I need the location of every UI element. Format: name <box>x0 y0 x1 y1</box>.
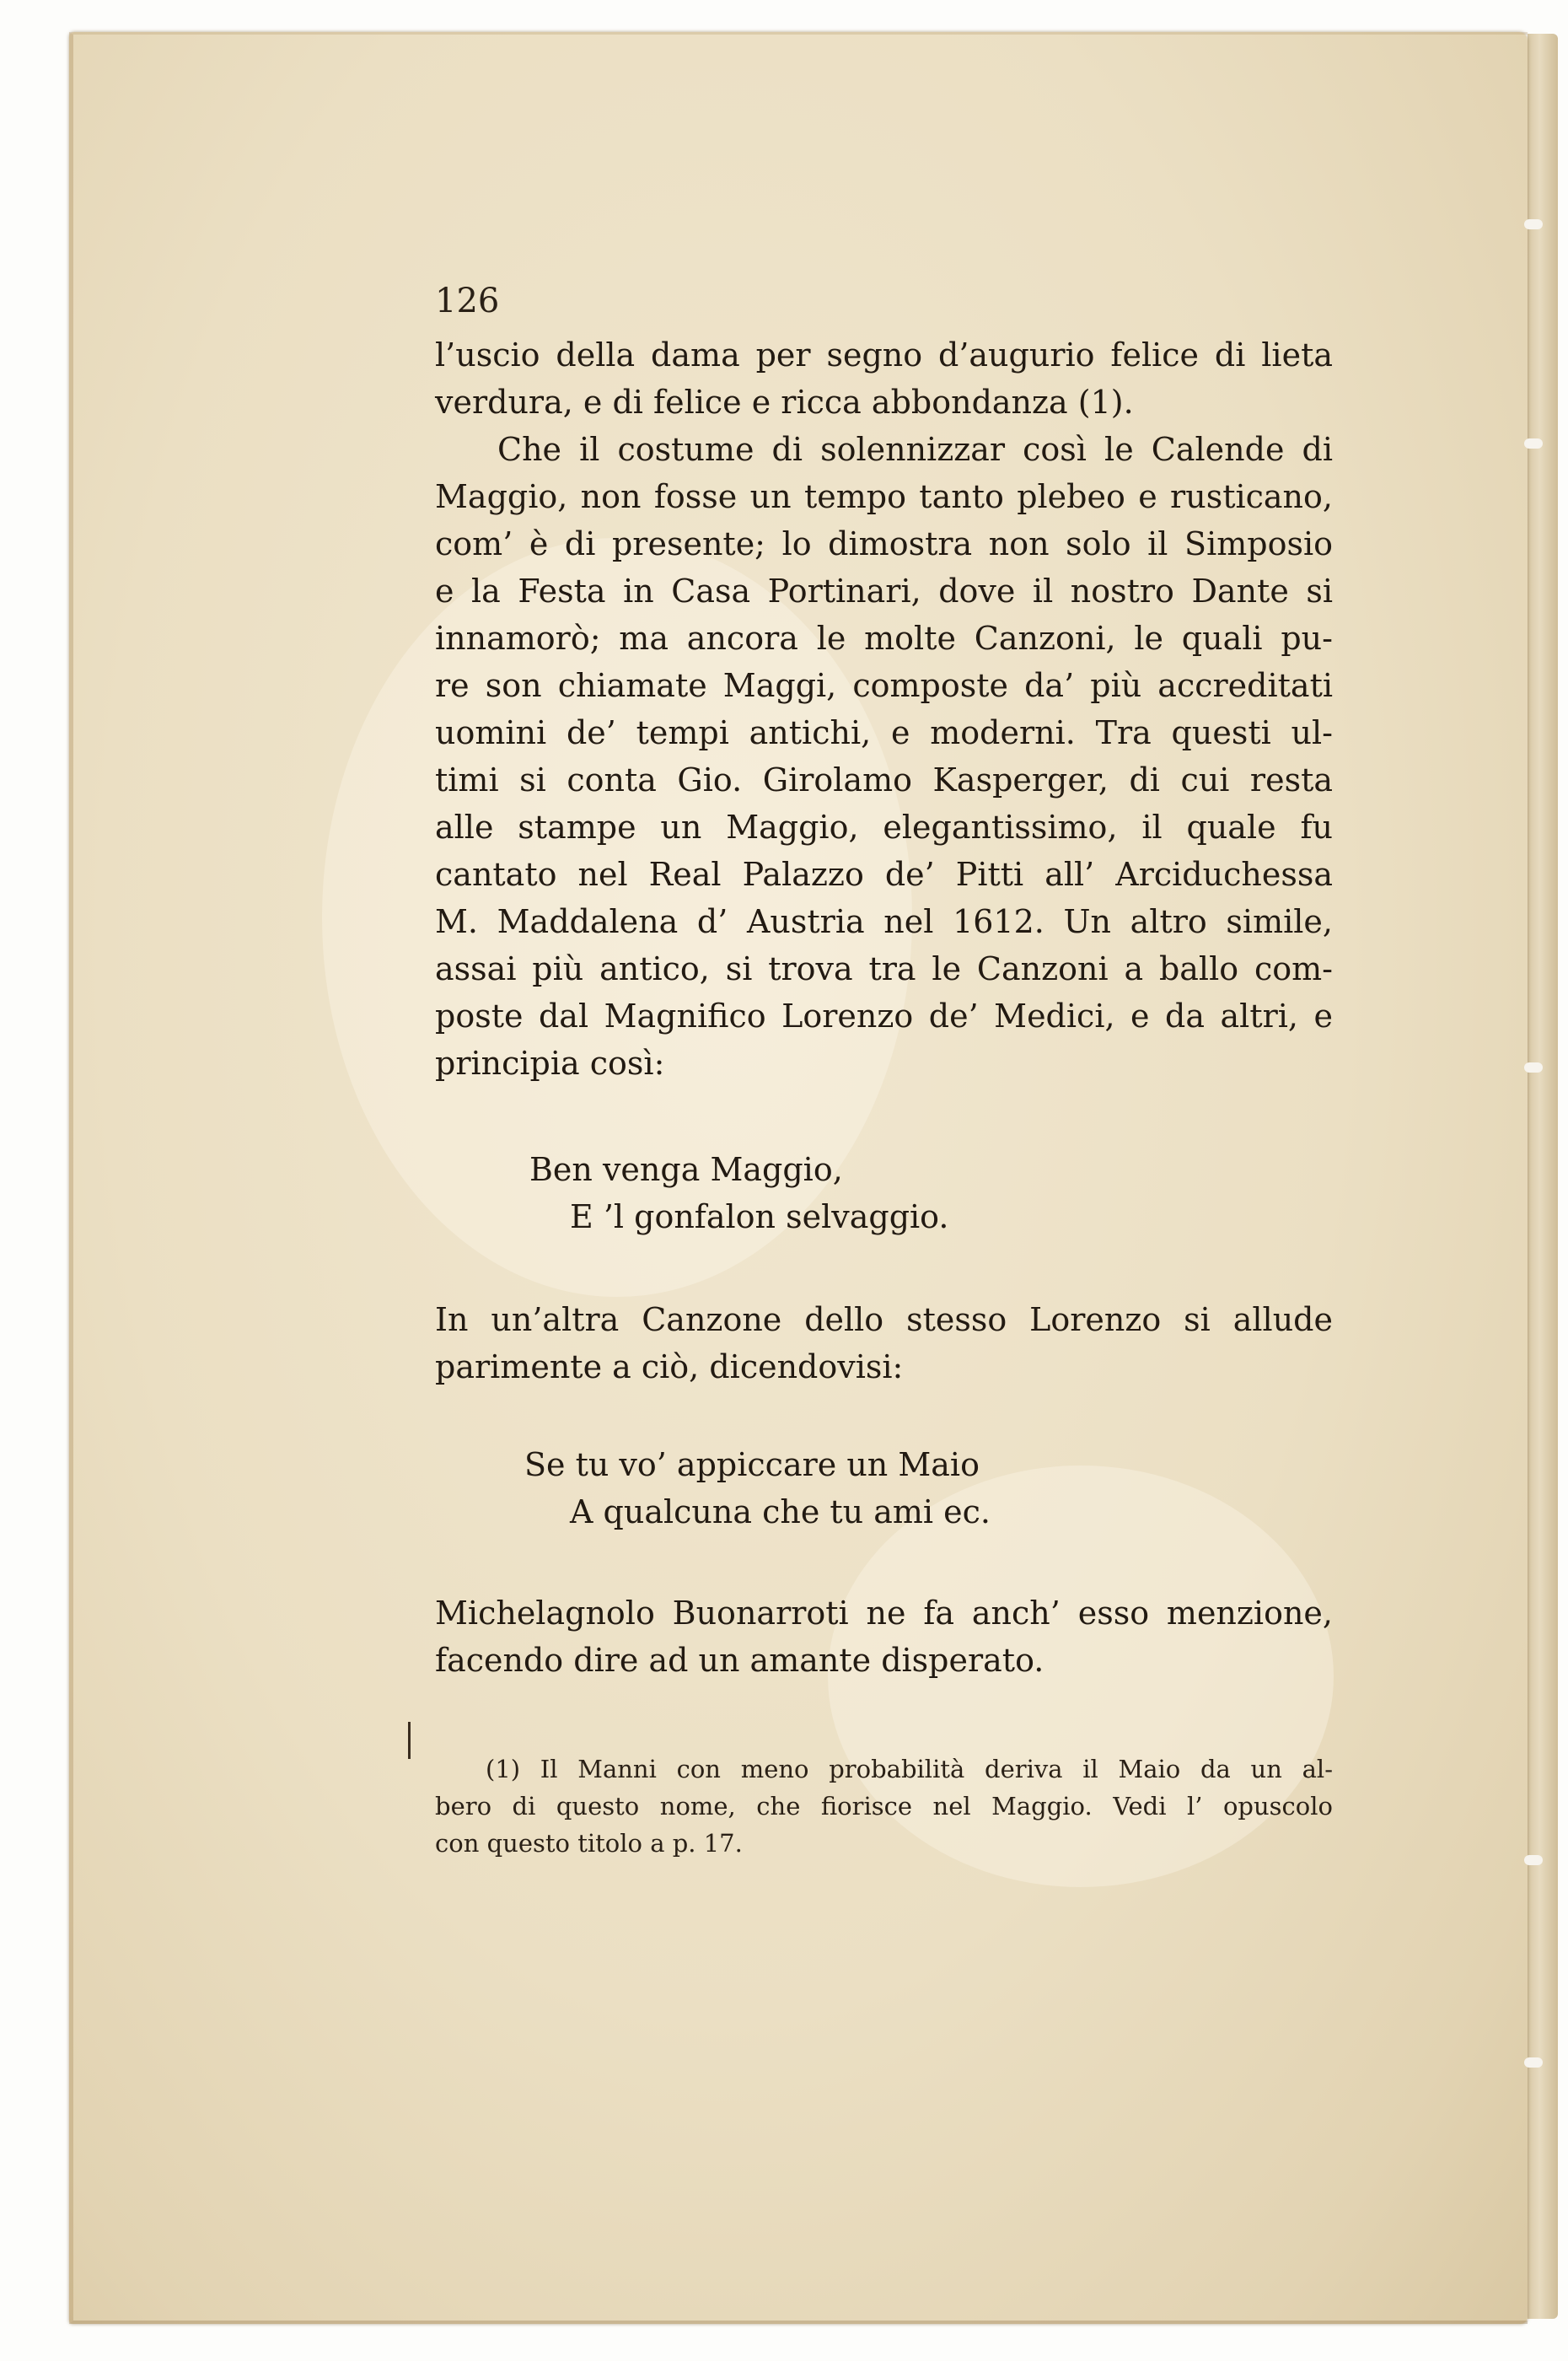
body-line: Maggio, non fosse un tempo tanto plebeo e rusticano, <box>435 478 1333 515</box>
body-line: principia così: <box>435 1045 665 1082</box>
body-line: com’ è di presente; lo dimostra non solo il Simposio <box>435 525 1333 562</box>
verse-line: Se tu vo’ appiccare un Maio <box>524 1446 980 1483</box>
body-line: In un’altra Canzone dello stesso Lorenzo si allude <box>435 1301 1333 1338</box>
footnote-line: bero di questo nome, che fiorisce nel Maggio. Vedi l’ opuscolo <box>435 1792 1333 1820</box>
footnote-line: con questo titolo a p. 17. <box>435 1829 743 1858</box>
body-line: Michelagnolo Buonarroti ne fa anch’ esso menzione, <box>435 1595 1333 1632</box>
verse-line: Ben venga Maggio, <box>529 1151 843 1188</box>
body-line: alle stampe un Maggio, elegantissimo, il quale fu <box>435 809 1333 846</box>
body-line: verdura, e di felice e ricca abbondanza (1). <box>435 384 1134 421</box>
body-line: e la Festa in Casa Portinari, dove il nostro Dante si <box>435 573 1333 610</box>
binding-hole <box>1524 1855 1543 1865</box>
binding-hole <box>1524 2057 1543 2068</box>
page-number: 126 <box>435 282 500 320</box>
binding-hole <box>1524 438 1543 449</box>
body-line: l’uscio della dama per segno d’augurio felice di lieta <box>435 336 1333 374</box>
body-line: timi si conta Gio. Girolamo Kasperger, di cui resta <box>435 761 1333 799</box>
footnote-line: (1) Il Manni con meno probabilità deriva il Maio da un al- <box>486 1755 1333 1783</box>
body-line: facendo dire ad un amante disperato. <box>435 1642 1044 1679</box>
binding-hole <box>1524 219 1543 229</box>
margin-mark <box>408 1722 411 1759</box>
body-line: innamorò; ma ancora le molte Canzoni, le quali pu- <box>435 620 1333 657</box>
body-line: parimente a ciò, dicendovisi: <box>435 1348 904 1385</box>
verse-line: E ’l gonfalon selvaggio. <box>570 1198 949 1235</box>
body-line: Che il costume di solennizzar così le Calende di <box>497 431 1333 468</box>
body-line: assai più antico, si trova tra le Canzoni a ballo com- <box>435 950 1333 987</box>
binding-hole <box>1524 1062 1543 1073</box>
body-line: uomini de’ tempi antichi, e moderni. Tra questi ul- <box>435 714 1333 751</box>
body-line: cantato nel Real Palazzo de’ Pitti all’ Arciduchessa <box>435 856 1333 893</box>
body-line: M. Maddalena d’ Austria nel 1612. Un altro simile, <box>435 903 1333 940</box>
body-line: poste dal Magnifico Lorenzo de’ Medici, e da altri, e <box>435 998 1333 1035</box>
page-edge-strip <box>1528 34 1558 2319</box>
verse-line: A qualcuna che tu ami ec. <box>570 1493 991 1530</box>
body-line: re son chiamate Maggi, composte da’ più accreditati <box>435 667 1333 704</box>
